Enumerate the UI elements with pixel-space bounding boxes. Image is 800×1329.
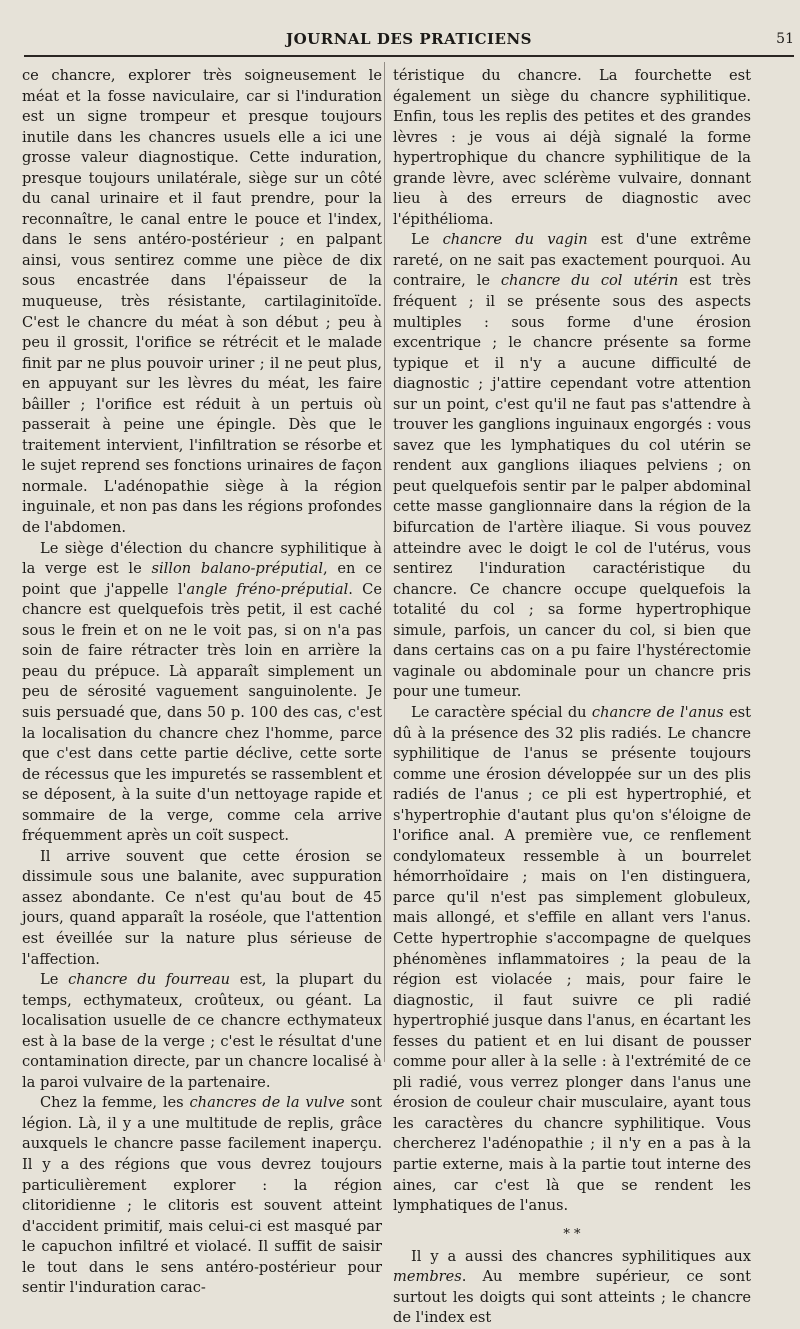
- paragraph: Le caractère spécial du chancre de l'anus est dû à la présence des 32 plis radiés. Le chancre syphilitique de l'anus se présente toujours comme une érosion développée sur un des plis radiés de l'anus ; ce pli est hypertrophié, et s'hypertrophie d'autant plus qu'on s'éloigne de l'orifice anal. A première vue, ce renflement condylomateux ressemble à un bourrelet hémorrhoïdaire ; mais on l'en distinguera, parce qu'il n'est pas simplement globuleux, mais allongé, et s'effile en allant vers l'anus. Cette hypertrophie s'accompagne de quelques phénomènes inflammatoires ; la peau de la région est violacée ; mais, pour faire le diagnostic, il faut suivre ce pli radié hypertrophié jusque dans l'anus, en écartant les fesses du patient et en lui disant de pousser comme pour aller à la selle : à l'extrémité de ce pli radié, vous verrez plonger dans l'anus une érosion de couleur chair musculaire, ayant tous les caractères du chancre syphilitique. Vous chercherez l'adénopathie ; il n'y en a pas à la partie externe, mais à la partie tout interne des aines, car c'est là que se rendent les lymphatiques de l'anus.: [393, 703, 751, 1215]
- paragraph: Le chancre du vagin est d'une extrême rareté, on ne sait pas exactement pourquoi. Au contraire, le chancre du col utérin est très fréquent ; il se présente sous des aspects multiples : sous forme d'une érosion excentrique ; le chancre présente sa forme typique et il n'y a aucune difficulté de diagnostic ; j'attire cependant votre attention sur un point, c'est qu'il ne faut pas s'attendre à trouver les ganglions inguinaux engorgés : vous savez que les lymphatiques du col utérin se rendent aux ganglions iliaques pelviens ; on peut quelquefois sentir par le palper abdominal cette masse ganglionnaire dans la région de la bifurcation de l'artère iliaque. Si vous pouvez atteindre avec le doigt le col de l'utérus, vous sentirez l'induration caractéristique du chancre. Ce chancre occupe quelquefois la totalité du col ; sa forme hypertrophique simule, parfois, un cancer du col, si bien que dans certains cas on a pu faire l'hystérectomie vaginale ou abdominale pour un chancre pris pour une tumeur.: [393, 231, 752, 701]
- paragraph: Le siège d'élection du chancre syphilitique à la verge est le sillon balano-préputial, en ce point que j'appelle l'angle fréno-préputial. Ce chancre est quelquefois très petit, il est caché sous le frein et on ne le voit pas, si on n'a pas soin de faire rétracter très loin en arrière la peau du prépuce. Là apparaît simplement un peu de sérosité vaguement sanguinolente. Je suis persuadé que, dans 50 p. 100 des cas, c'est la localisation du chancre chez l'homme, parce que c'est dans cette partie déclive, cette sorte de récessus que les impuretés se rassemblent et se déposent, à la suite d'un nettoyage rapide et sommaire de la verge, comme cela arrive fréquemment après un coït suspect.: [22, 539, 382, 845]
- paragraph: ce chancre, explorer très soigneusement le méat et la fosse naviculaire, car si l'induration est un signe trompeur et presque toujours inutile dans les chancres usuels elle a ici une grosse valeur diagnostique. Cette induration, presque toujours unilatérale, siège sur un côté du canal urinaire et il faut prendre, pour la reconnaître, le canal entre le pouce et l'index, dans le sens antéro-postérieur ; en palpant ainsi, vous sentirez comme une pièce de dix sous encastrée dans l'épaisseur de la muqueuse, très résistante, cartilaginitoïde. C'est le chancre du méat à son début ; peu à peu il grossit, l'orifice se rétrécit et le malade finit par ne plus pouvoir uriner ; il ne peut plus, en appuyant sur les lèvres du méat, les faire bâiller ; l'orifice est réduit à un pertuis où passerait à peine une épingle. Dès que le traitement intervient, l'infiltration se résorbe et le sujet reprend ses fonctions urinaires de façon normale. L'adénopathie siège à la région inguinale, et non pas dans les régions profondes de l'abdomen.: [22, 67, 382, 537]
- header-rule: [24, 55, 794, 57]
- left-column: [22, 66, 382, 1299]
- right-column: [393, 66, 751, 1329]
- journal-title: JOURNAL DES PRATICIENS: [286, 30, 532, 48]
- paragraph: Chez la femme, les chancres de la vulve sont légion. Là, il y a une multitude de replis, grâce auxquels le chancre passe facilement inaperçu. Il y a des régions que vous devrez toujours particulièrement explorer : la région clitoridienne ; le clitoris est souvent atteint d'accident primitif, mais celui-ci est masqué par le capuchon infiltré et violacé. Il suffit de saisir le tout dans le sens antéro-postérieur pour sentir l'induration carac-: [22, 1094, 382, 1297]
- paragraph: Il arrive souvent que cette érosion se dissimule sous une balanite, avec suppuration assez abondante. Ce n'est qu'au bout de 45 jours, quand apparaît la roséole, que l'attention est éveillée sur la nature plus sérieuse de l'affection.: [22, 847, 382, 968]
- paragraph: téristique du chancre. La fourchette est également un siège du chancre syphilitique. Enfin, tous les replis des petites et des grandes lèvres : je vous ai déjà signalé la forme hypertrophique du chancre syphilitique de la grande lèvre, avec sclérème vulvaire, donnant lieu à des erreurs de diagnostic avec l'épithélioma.: [393, 67, 751, 228]
- page-header: [24, 30, 794, 52]
- paragraph: Le chancre du fourreau est, la plupart du temps, ecthymateux, croûteux, ou géant. La localisation usuelle de ce chancre ecthymateux est à la base de la verge ; c'est le résultat d'une contamination directe, par un chancre localisé à la paroi vulvaire de la partenaire.: [22, 971, 383, 1091]
- column-divider: [384, 62, 385, 1062]
- paragraph: Il y a aussi des chancres syphilitiques aux membres. Au membre supérieur, ce sont surtout les doigts qui sont atteints ; le chancre de l'index est: [393, 1247, 751, 1327]
- section-separator: * *: [563, 1226, 581, 1242]
- page-number: 51: [776, 31, 794, 47]
